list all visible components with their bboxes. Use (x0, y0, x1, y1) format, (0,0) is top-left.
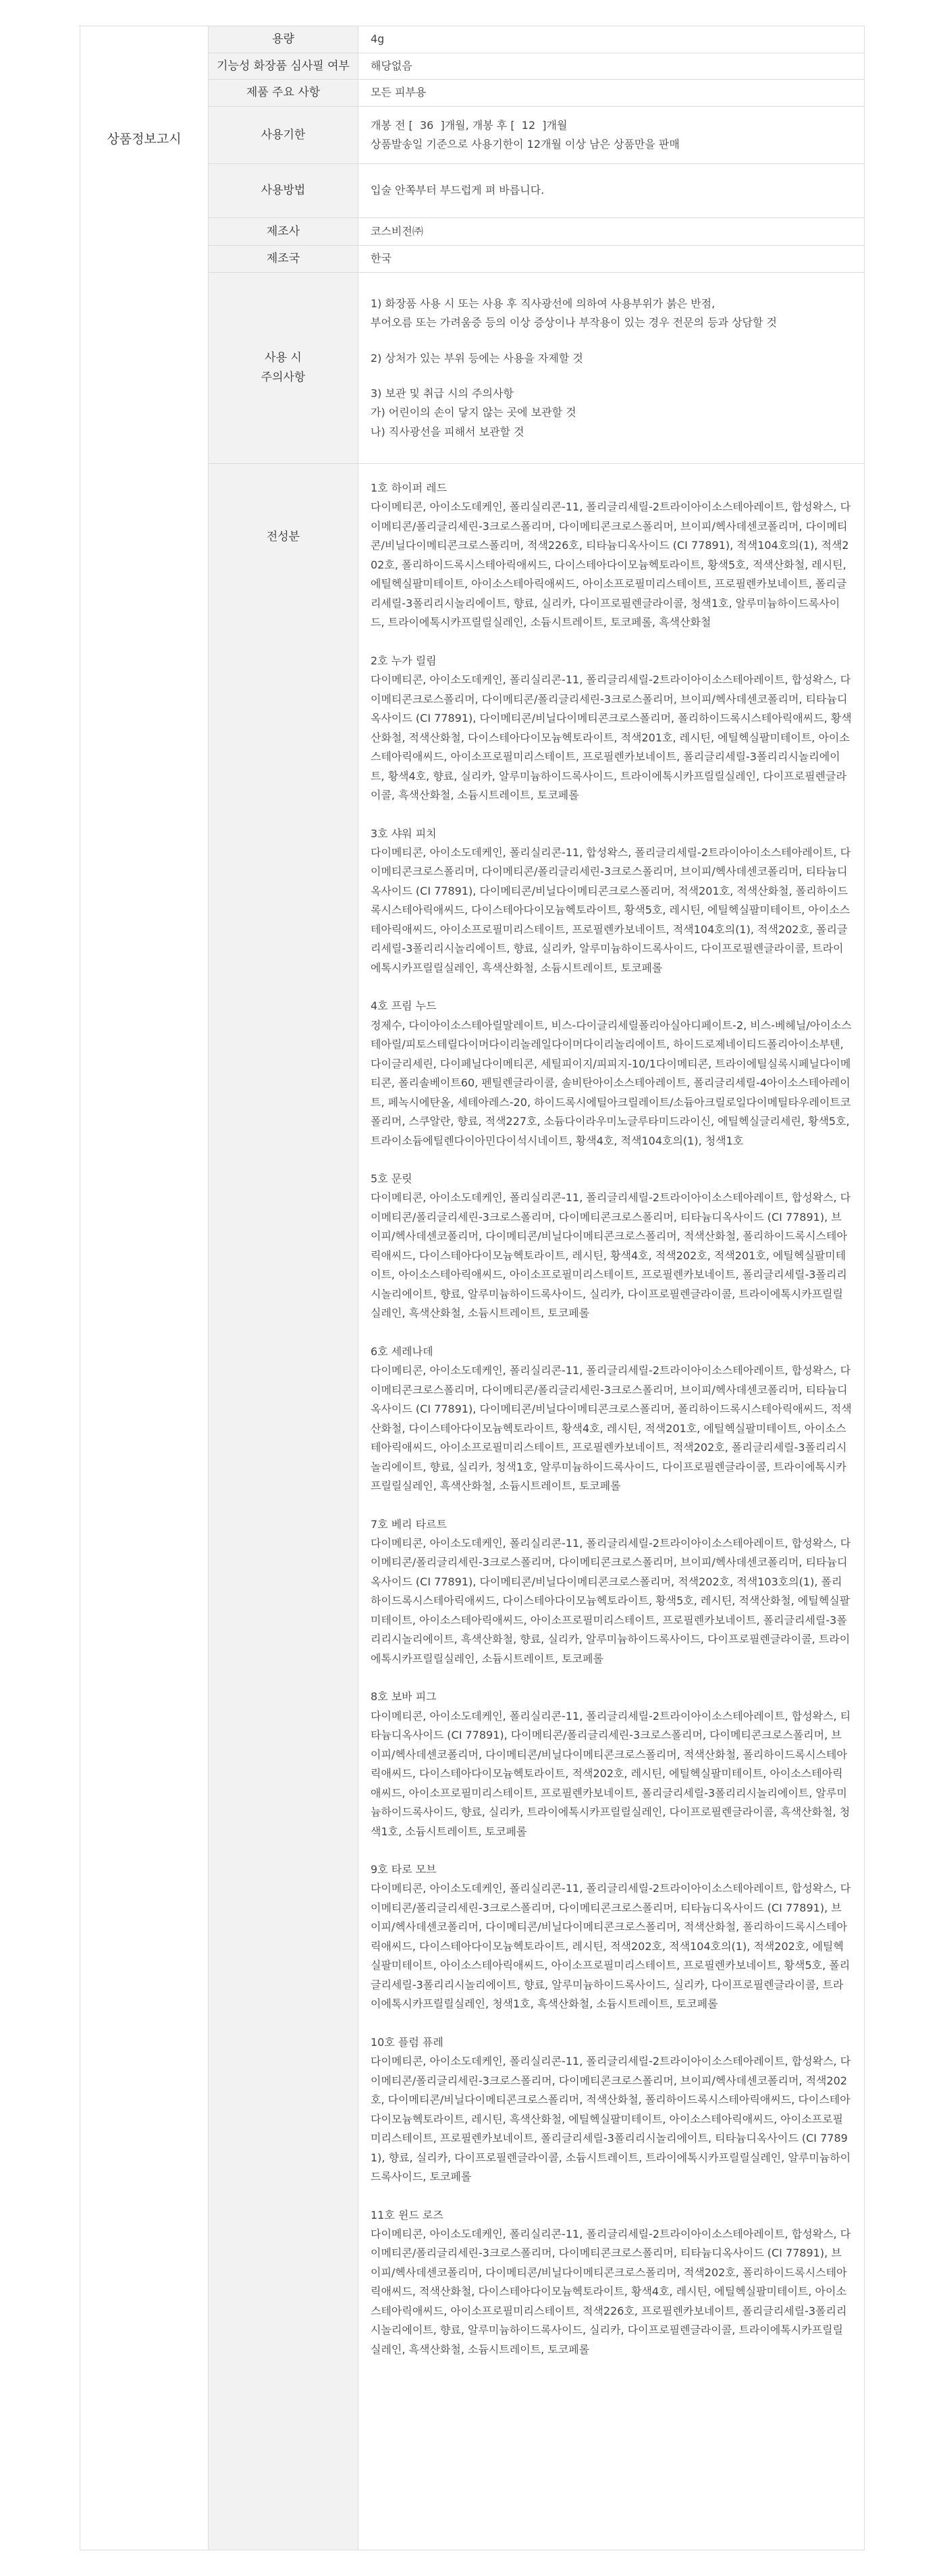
ingredient-block (371, 652, 852, 806)
row-ingredients (209, 464, 864, 2550)
row-value (358, 273, 864, 463)
shade-name: 8호 보바 피그 (371, 1690, 437, 1704)
row-capacity (209, 26, 864, 53)
row-label: 사용 시 주의사항 (209, 273, 358, 463)
precaution-line: 2) 상처가 있는 부위 등에는 사용을 자제할 것 (371, 351, 583, 365)
shade-name: 3호 샤워 피치 (371, 826, 437, 840)
ingredient-block (371, 1169, 852, 1323)
expiry-line: 개봉 전 [ 36 ]개월, 개봉 후 [ 12 ]개월 (371, 118, 568, 132)
row-label: 용량 (209, 26, 358, 53)
row-label: 제조사 (209, 218, 358, 245)
ingredient-block (371, 1342, 852, 1496)
ingredient-text: 다이메티콘, 아이소도데케인, 폴리실리콘-11, 폴리글리세릴-2트라이아이소스테아레이트, 합성왁스, 다이메티콘/폴리글리세린-3크로스폴리머, 다이메티콘크로스폴리머, 티타늄디옥사이드 (CI 77891), 브이피/헥사데센코폴리머, 다이메티콘/비닐다이메티콘크로스폴리머, 적색산화철, 폴리하이드록시스테아릭애씨드, 다이스테아다이모늄헥토라이트, 레시틴, 황색4호, 적색202호, 적색201호, 에틸헥실팔미테이트, 아이소스테아릭애씨드, 아이소프로필미리스테이트, 프로필렌카보네이트, 폴리글리세릴-3폴리리시놀리에이트, 향료, 알루미늄하이드록사이드, 실리카, 다이프로필렌글라이콜, 트라이에톡시카프릴릴실레인, 흑색산화철, 소듐시트레이트, 토코페롤 (371, 1191, 851, 1320)
row-label: 제조국 (209, 246, 358, 272)
row-value: 코스비전㈜ (371, 224, 423, 238)
row-manufacturer (209, 218, 864, 246)
shade-name: 2호 누가 릴림 (371, 654, 437, 667)
row-label: 전성분 (209, 464, 358, 2550)
precaution-line: 부어오름 또는 가려움증 등의 이상 증상이나 부작용이 있는 경우 전문의 등과 상담할 것 (371, 316, 777, 330)
row-functional-cosmetic (209, 53, 864, 80)
ingredient-text: 다이메티콘, 아이소도데케인, 폴리실리콘-11, 폴리글리세릴-2트라이아이소스테아레이트, 합성왁스, 다이메티콘/폴리글리세린-3크로스폴리머, 다이메티콘크로스폴리머, 티타늄디옥사이드 (CI 77891), 브이피/헥사데센코폴리머, 다이메티콘/비닐다이메티콘크로스폴리머, 적색산화철, 폴리하이드록시스테아릭애씨드, 다이스테아다이모늄헥토라이트, 레시틴, 적색202호, 적색104호의(1), 적색202호, 에틸헥실팔미테이트, 아이소스테아릭애씨드, 아이소프로필미리스테이트, 프로필렌카보네이트, 황색5호, 폴리글리세릴-3폴리리시놀리에이트, 향료, 알루미늄하이드록사이드, 실리카, 다이프로필렌글라이콜, 트라이에톡시카프릴릴실레인, 청색1호, 흑색산화철, 소듐시트레이트, 토코페롤 (371, 1882, 851, 2011)
ingredient-text: 다이메티콘, 아이소도데케인, 폴리실리콘-11, 폴리글리세릴-2트라이아이소스테아레이트, 합성왁스, 다이메티콘/폴리글리세린-3크로스폴리머, 다이메티콘크로스폴리머, 브이피/헥사데센코폴리머, 다이메티콘/비닐다이메티콘크로스폴리머, 적색226호, 티타늄디옥사이드 (CI 77891), 적색104호의(1), 적색202호, 폴리하이드록시스테아릭애씨드, 다이스테아다이모늄헥토라이트, 황색5호, 적색산화철, 레시틴, 에틸헥실팔미테이트, 아이소스테아릭애씨드, 아이소프로필미리스테이트, 프로필렌카보네이트, 폴리글리세릴-3폴리리시놀리에이트, 향료, 실리카, 다이프로필렌글라이콜, 청색1호, 알루미늄하이드록사이드, 트라이에톡시카프릴릴실레인, 소듐시트레이트, 토코페롤, 흑색산화철 (371, 500, 851, 629)
row-expiry (209, 107, 864, 164)
ingredient-text: 다이메티콘, 아이소도데케인, 폴리실리콘-11, 폴리글리세릴-2트라이아이소스테아레이트, 합성왁스, 다이메티콘크로스폴리머, 다이메티콘/폴리글리세린-3크로스폴리머, 브이피/헥사데센코폴리머, 티타늄디옥사이드 (CI 77891), 다이메티콘/비닐다이메티콘크로스폴리머, 폴리하이드록시스테아릭애씨드, 황색산화철, 적색산화철, 다이스테아다이모늄헥토라이트, 적색201호, 레시틴, 에틸헥실팔미테이트, 아이소스테아릭애씨드, 아이소프로필미리스테이트, 프로필렌카보네이트, 폴리글리세릴-3폴리리시놀리에이트, 황색4호, 향료, 실리카, 알루미늄하이드록사이드, 트라이에톡시카프릴릴실레인, 다이프로필렌글라이콜, 흑색산화철, 소듐시트레이트, 토코페롤 (371, 673, 852, 802)
row-value: 모든 피부용 (371, 86, 427, 99)
precaution-line: 3) 보관 및 취급 시의 주의사항 (371, 387, 514, 400)
shade-name: 11호 윈드 로즈 (371, 2208, 443, 2222)
section-label: 상품정보고시 (80, 26, 209, 2550)
row-value: 4g (371, 32, 385, 46)
row-value: 한국 (371, 252, 392, 265)
row-country (209, 246, 864, 273)
shade-name: 7호 베리 타르트 (371, 1517, 448, 1531)
row-usage (209, 164, 864, 218)
shade-name: 4호 프림 누드 (371, 999, 437, 1013)
ingredient-text: 다이메티콘, 아이소도데케인, 폴리실리콘-11, 폴리글리세릴-2트라이아이소스테아레이트, 합성왁스, 다이메티콘/폴리글리세린-3크로스폴리머, 다이메티콘크로스폴리머, 티타늄디옥사이드 (CI 77891), 브이피/헥사데센코폴리머, 다이메티콘/비닐다이메티콘크로스폴리머, 적색202호, 폴리하이드록시스테아릭애씨드, 적색산화철, 다이스테아다이모늄헥토라이트, 황색4호, 레시틴, 에틸헥실팔미테이트, 아이소스테아릭애씨드, 아이소프로필미리스테이트, 적색226호, 프로필렌카보네이트, 폴리글리세릴-3폴리리시놀리에이트, 향료, 알루미늄하이드록사이드, 실리카, 다이프로필렌글라이콜, 트라이에톡시카프릴릴실레인, 흑색산화철, 소듐시트레이트, 토코페롤 (371, 2227, 851, 2356)
precaution-line: 가) 어린이의 손이 닿지 않는 곳에 보관할 것 (371, 406, 576, 419)
ingredient-block (371, 2033, 852, 2187)
row-label: 사용방법 (209, 164, 358, 217)
ingredient-text: 정제수, 다이아이소스테아릴말레이트, 비스-다이글리세릴폴리아실아디페이트-2, 비스-베헤닐/아이소스테아릴/피토스테릴다이머다이리놀레일다이머다이리놀리에이트, 하이드로제네이티드폴리아이소부텐, 다이글리세린, 다이페닐다이메티콘, 세틸피이지/피피지-10/1다이메티콘, 트라이에틸실록시페닐다이메티콘, 폴리솔베이트60, 펜틸렌글라이콜, 솔비탄아이소스테아레이트, 폴리글리세릴-4아이소스테아레이트, 페녹시에탄올, 세테아레스-20, 하이드록시에틸아크릴레이트/소듐아크릴로일다이메틸타우레이트코폴리머, 스쿠알란, 향료, 적색227호, 소듐다이라우미노글루타미드라이신, 에틸헥실글리세린, 황색5호, 트라이소듐에틸렌다이아민다이석시네이트, 황색4호, 적색104호의(1), 청색1호 (371, 1018, 852, 1147)
ingredient-block (371, 1515, 852, 1669)
expiry-note: 상품발송일 기준으로 사용기한이 12개월 이상 남은 상품만을 판매 (371, 138, 680, 151)
row-value (358, 107, 864, 163)
ingredient-block (371, 1687, 852, 1841)
ingredient-block (371, 1860, 852, 2014)
shade-name: 1호 하이퍼 레드 (371, 481, 448, 494)
product-info-table (80, 26, 865, 2550)
ingredient-block (371, 2206, 852, 2360)
shade-name: 6호 세레나데 (371, 1344, 433, 1358)
ingredient-text: 다이메티콘, 아이소도데케인, 폴리실리콘-11, 폴리글리세릴-2트라이아이소스테아레이트, 합성왁스, 티타늄디옥사이드 (CI 77891), 다이메티콘/폴리글리세린-3크로스폴리머, 다이메티콘크로스폴리머, 브이피/헥사데센코폴리머, 다이메티콘/비닐다이메티콘크로스폴리머, 적색산화철, 폴리하이드록시스테아릭애씨드, 다이스테아다이모늄헥토라이트, 적색202호, 레시틴, 에틸헥실팔미테이트, 아이소스테아릭애씨드, 아이소프로필미리스테이트, 프로필렌카보네이트, 폴리글리세릴-3폴리리시놀리에이트, 알루미늄하이드록사이드, 향료, 실리카, 트라이에톡시카프릴릴실레인, 다이프로필렌글라이콜, 흑색산화철, 청색1호, 소듐시트레이트, 토코페롤 (371, 1709, 851, 1838)
ingredient-block (371, 824, 852, 978)
row-label: 제품 주요 사항 (209, 80, 358, 106)
ingredient-text: 다이메티콘, 아이소도데케인, 폴리실리콘-11, 합성왁스, 폴리글리세릴-2트라이아이소스테아레이트, 다이메티콘크로스폴리머, 다이메티콘/폴리글리세린-3크로스폴리머, 브이피/헥사데센코폴리머, 티타늄디옥사이드 (CI 77891), 다이메티콘/비닐다이메티콘크로스폴리머, 적색201호, 적색산화철, 폴리하이드록시스테아릭애씨드, 다이스테아다이모늄헥토라이트, 황색5호, 레시틴, 에틸헥실팔미테이트, 아이소스테아릭애씨드, 아이소프로필미리스테이트, 프로필렌카보네이트, 적색104호의(1), 적색202호, 폴리글리세릴-3폴리리시놀리에이트, 향료, 실리카, 알루미늄하이드록사이드, 다이프로필렌글라이콜, 트라이에톡시카프릴릴실레인, 흑색산화철, 소듐시트레이트, 토코페롤 (371, 845, 851, 974)
row-value: 해당없음 (371, 59, 412, 72)
info-rows (209, 26, 864, 2550)
ingredient-text: 다이메티콘, 아이소도데케인, 폴리실리콘-11, 폴리글리세릴-2트라이아이소스테아레이트, 합성왁스, 다이메티콘/폴리글리세린-3크로스폴리머, 다이메티콘크로스폴리머, 브이피/헥사데센코폴리머, 티타늄디옥사이드 (CI 77891), 다이메티콘/비닐다이메티콘크로스폴리머, 적색202호, 적색103호의(1), 폴리하이드록시스테아릭애씨드, 다이스테아다이모늄헥토라이트, 황색5호, 레시틴, 적색산화철, 에틸헥실팔미테이트, 아이소스테아릭애씨드, 아이소프로필미리스테이트, 프로필렌카보네이트, 폴리글리세릴-3폴리리시놀리에이트, 흑색산화철, 향료, 실리카, 알루미늄하이드록사이드, 다이프로필렌글라이콜, 트라이에톡시카프릴릴실레인, 소듐시트레이트, 토코페롤 (371, 1536, 851, 1665)
precaution-line: 1) 화장품 사용 시 또는 사용 후 직사광선에 의하여 사용부위가 붉은 반점, (371, 296, 716, 310)
ingredients-list (358, 464, 864, 2550)
ingredient-block (371, 479, 852, 633)
shade-name: 9호 타로 모브 (371, 1863, 437, 1876)
row-precautions (209, 273, 864, 464)
row-value: 입술 안쪽부터 부드럽게 펴 바릅니다. (371, 184, 545, 197)
row-label: 사용기한 (209, 107, 358, 163)
row-label: 기능성 화장품 심사필 여부 (209, 53, 358, 79)
ingredient-text: 다이메티콘, 아이소도데케인, 폴리실리콘-11, 폴리글리세릴-2트라이아이소스테아레이트, 합성왁스, 다이메티콘크로스폴리머, 다이메티콘/폴리글리세린-3크로스폴리머, 브이피/헥사데센코폴리머, 티타늄디옥사이드 (CI 77891), 다이메티콘/비닐다이메티콘크로스폴리머, 폴리하이드록시스테아릭애씨드, 적색산화철, 다이스테아다이모늄헥토라이트, 황색4호, 레시틴, 적색201호, 에틸헥실팔미테이트, 아이소스테아릭애씨드, 아이소프로필미리스테이트, 프로필렌카보네이트, 적색202호, 폴리글리세릴-3폴리리시놀리에이트, 향료, 실리카, 청색1호, 알루미늄하이드록사이드, 다이프로필렌글라이콜, 트라이에톡시카프릴릴실레인, 흑색산화철, 소듐시트레이트, 토코페롤 (371, 1364, 852, 1493)
shade-name: 5호 문릿 (371, 1172, 412, 1185)
shade-name: 10호 플럼 퓨레 (371, 2035, 443, 2049)
row-main-info (209, 80, 864, 107)
ingredient-block (371, 997, 852, 1151)
ingredient-text: 다이메티콘, 아이소도데케인, 폴리실리콘-11, 폴리글리세릴-2트라이아이소스테아레이트, 합성왁스, 다이메티콘/폴리글리세린-3크로스폴리머, 다이메티콘크로스폴리머, 브이피/헥사데센코폴리머, 적색202호, 다이메티콘/비닐다이메티콘크로스폴리머, 적색산화철, 폴리하이드록시스테아릭애씨드, 다이스테아다이모늄헥토라이트, 레시틴, 흑색산화철, 에틸헥실팔미테이트, 아이소스테아릭애씨드, 아이소프로필미리스테이트, 프로필렌카보네이트, 폴리글리세릴-3폴리리시놀리에이트, 티타늄디옥사이드 (CI 77891), 향료, 실리카, 다이프로필렌글라이콜, 소듐시트레이트, 트라이에톡시카프릴릴실레인, 알루미늄하이드록사이드, 토코페롤 (371, 2055, 851, 2184)
precaution-line: 나) 직사광선을 피해서 보관할 것 (371, 425, 524, 438)
